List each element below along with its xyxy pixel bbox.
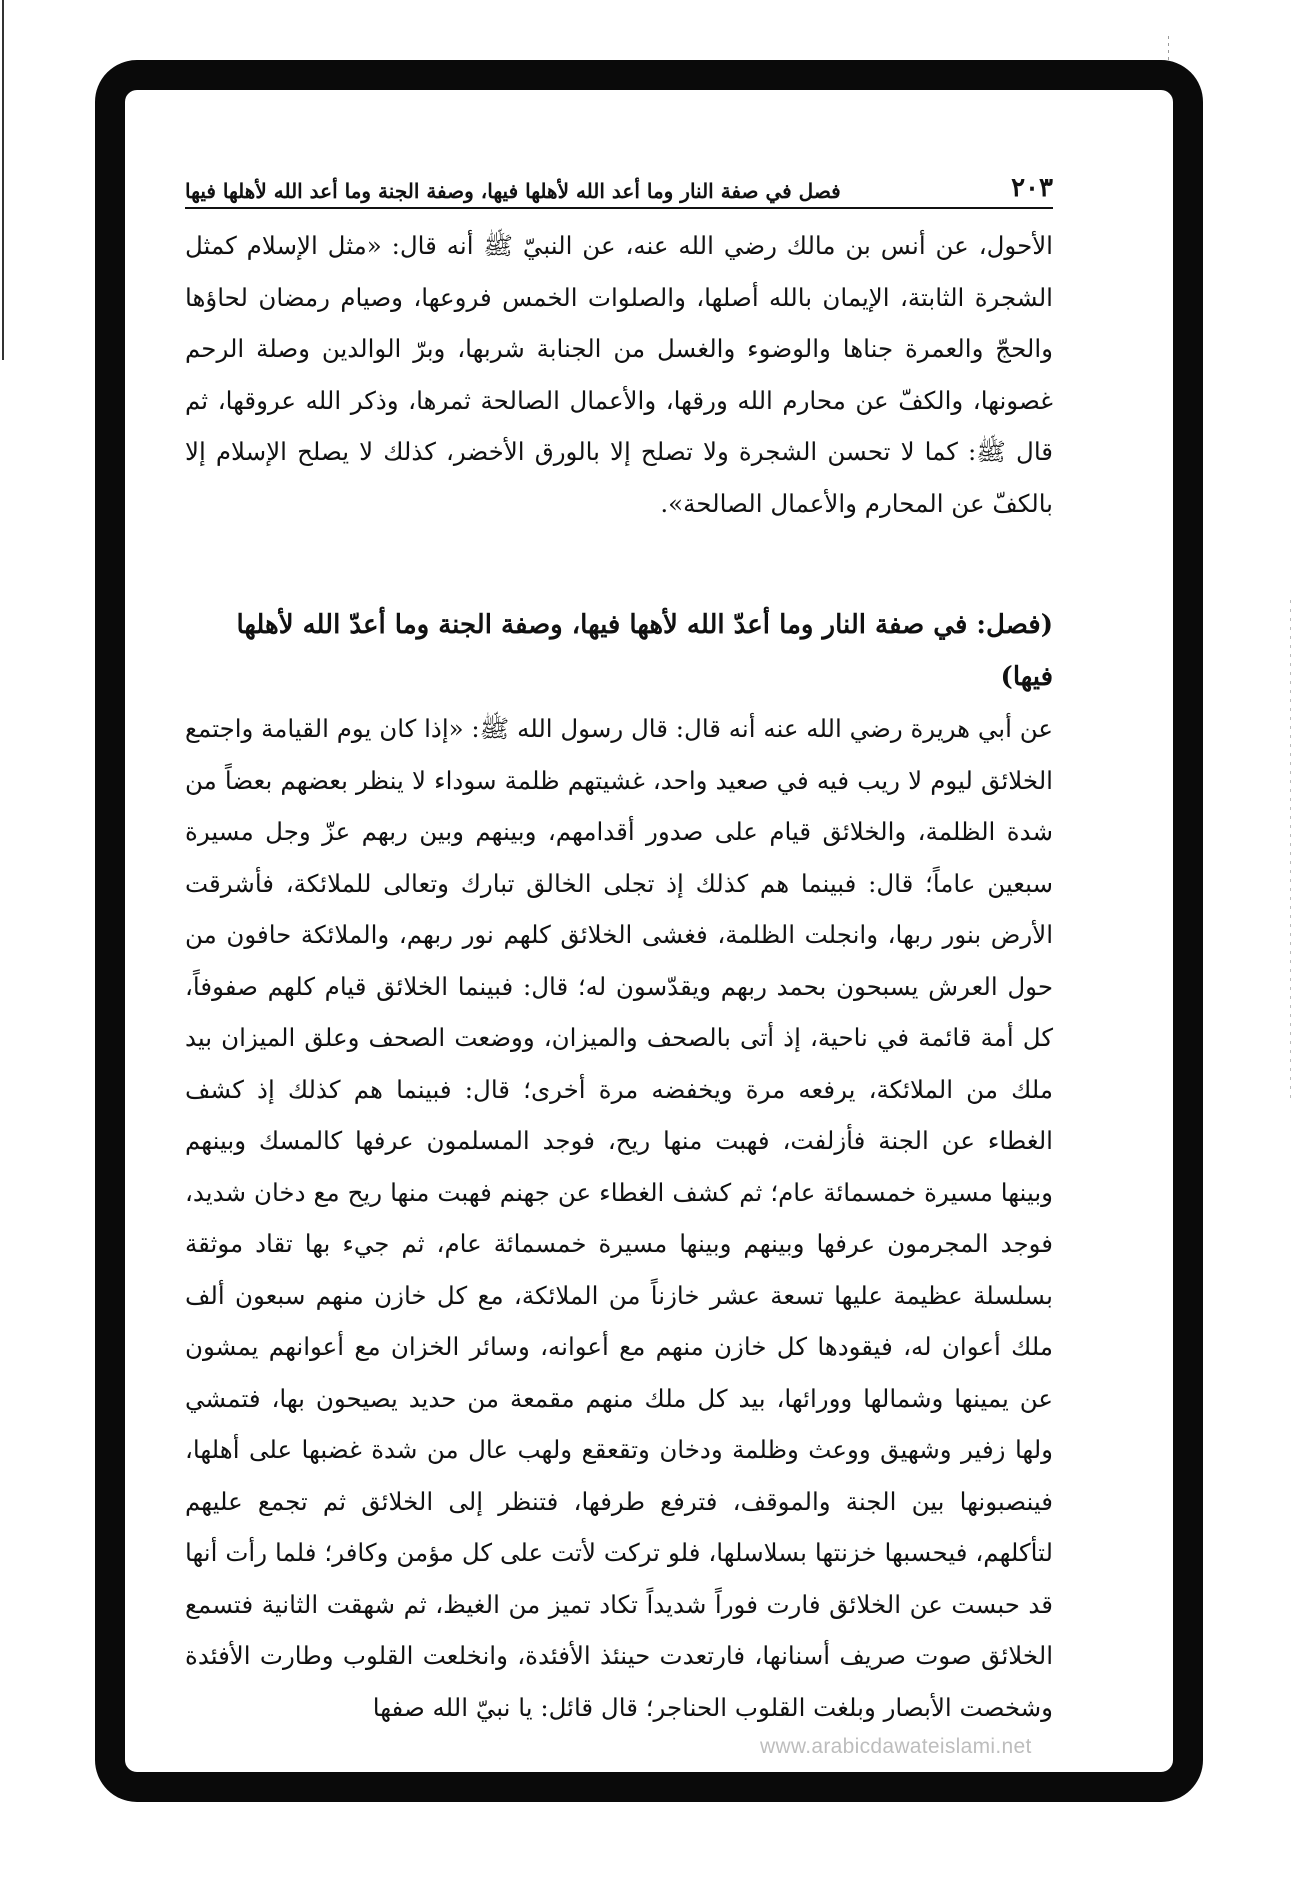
- section-heading: (فصل: في صفة النار وما أعدّ الله لأهها فيها، وصفة الجنة وما أعدّ الله لأهلها فيها): [236, 610, 1053, 692]
- scan-edge: [2, 0, 4, 360]
- running-title: فصل في صفة النار وما أعد الله لأهلها فيها، وصفة الجنة وما أعد الله لأهلها فيها: [185, 179, 841, 203]
- watermark: www.arabicdawateislami.net: [760, 1735, 1032, 1758]
- paragraph: الأحول، عن أنس بن مالك رضي الله عنه، عن النبيّ ﷺ أنه قال: «مثل الإسلام كمثل الشجرة الثابتة، الإيمان بالله أصلها، والصلوات الخمس فروعها، وصيام رمضان لحاؤها والحجّ والعمرة جناها والوضوء والغسل من الجنابة شربها، وبرّ الوالدين وصلة الرحم غصونها، والكفّ عن محارم الله ورقها، والأعمال الصالحة ثمرها، وذكر الله عروقها، ثم قال ﷺ: كما لا تحسن الشجرة ولا تصلح إلا بالورق الأخضر، كذلك لا يصلح الإسلام إلا بالكفّ عن المحارم والأعمال الصالحة».: [185, 231, 1053, 518]
- page-frame: [95, 60, 1203, 1802]
- page-number: ٢٠٣: [1011, 173, 1053, 203]
- paragraph: عن أبي هريرة رضي الله عنه أنه قال: قال رسول الله ﷺ: «إذا كان يوم القيامة واجتمع الخلائق ليوم لا ريب فيه في صعيد واحد، غشيتهم ظلمة سوداء لا ينظر بعضهم بعضاً من شدة الظلمة، والخلائق قيام على صدور أقدامهم، وبينهم وبين ربهم عزّ وجل مسيرة سبعين عاماً؛ قال: فبينما هم كذلك إذ تجلى الخالق تبارك وتعالى للملائكة، فأشرقت الأرض بنور ربها، وانجلت الظلمة، فغشى الخلائق كلهم نور ربهم، والملائكة حافون من حول العرش يسبحون بحمد ربهم ويقدّسون له؛ قال: فبينما الخلائق قيام كلهم صفوفاً، كل أمة قائمة في ناحية، إذ أتى بالصحف والميزان، ووضعت الصحف وعلق الميزان بيد ملك من الملائكة، يرفعه مرة ويخفضه مرة أخرى؛ قال: فبينما هم كذلك إذ كشف الغطاء عن الجنة فأزلفت، فهبت منها ريح، فوجد المسلمون عرفها كالمسك وبينهم وبينها مسيرة خمسمائة عام؛ ثم كشف الغطاء عن جهنم فهبت منها ريح مع دخان شديد، فوجد المجرمون عرفها وبينهم وبينها مسيرة خمسمائة عام، ثم جيء بها تقاد موثقة بسلسلة عظيمة عليها تسعة عشر خازناً من الملائكة، مع كل خازن منهم سبعون ألف ملك أعوان له، فيقودها كل خازن منهم مع أعوانه، وسائر الخزان مع أعوانهم يمشون عن يمينها وشمالها وورائها، بيد كل ملك منهم مقمعة من حديد يصيحون بها، فتمشي ولها زفير وشهيق ووعث وظلمة ودخان وتقعقع ولهب عال من شدة غضبها على أهلها، فينصبونها بين الجنة والموقف، فترفع طرفها، فتنظر إلى الخلائق ثم تجمع عليهم لتأكلهم، فيحسبها خزنتها بسلاسلها، فلو تركت لأتت على كل مؤمن وكافر؛ فلما رأت أنها قد حبست عن الخلائق فارت فوراً شديداً تكاد تميز من الغيظ، ثم شهقت الثانية فتسمع الخلائق صوت صريف أسنانها، فارتعدت حينئذ الأفئدة، وانخلعت القلوب وطارت الأفئدة وشخصت الأبصار وبلغت القلوب الحناجر؛ قال قائل: يا نبيّ الله صفها: [185, 714, 1053, 1722]
- scan-tick-mark: [1290, 600, 1291, 1100]
- running-header: [185, 167, 1053, 209]
- body-text: [185, 220, 1053, 1733]
